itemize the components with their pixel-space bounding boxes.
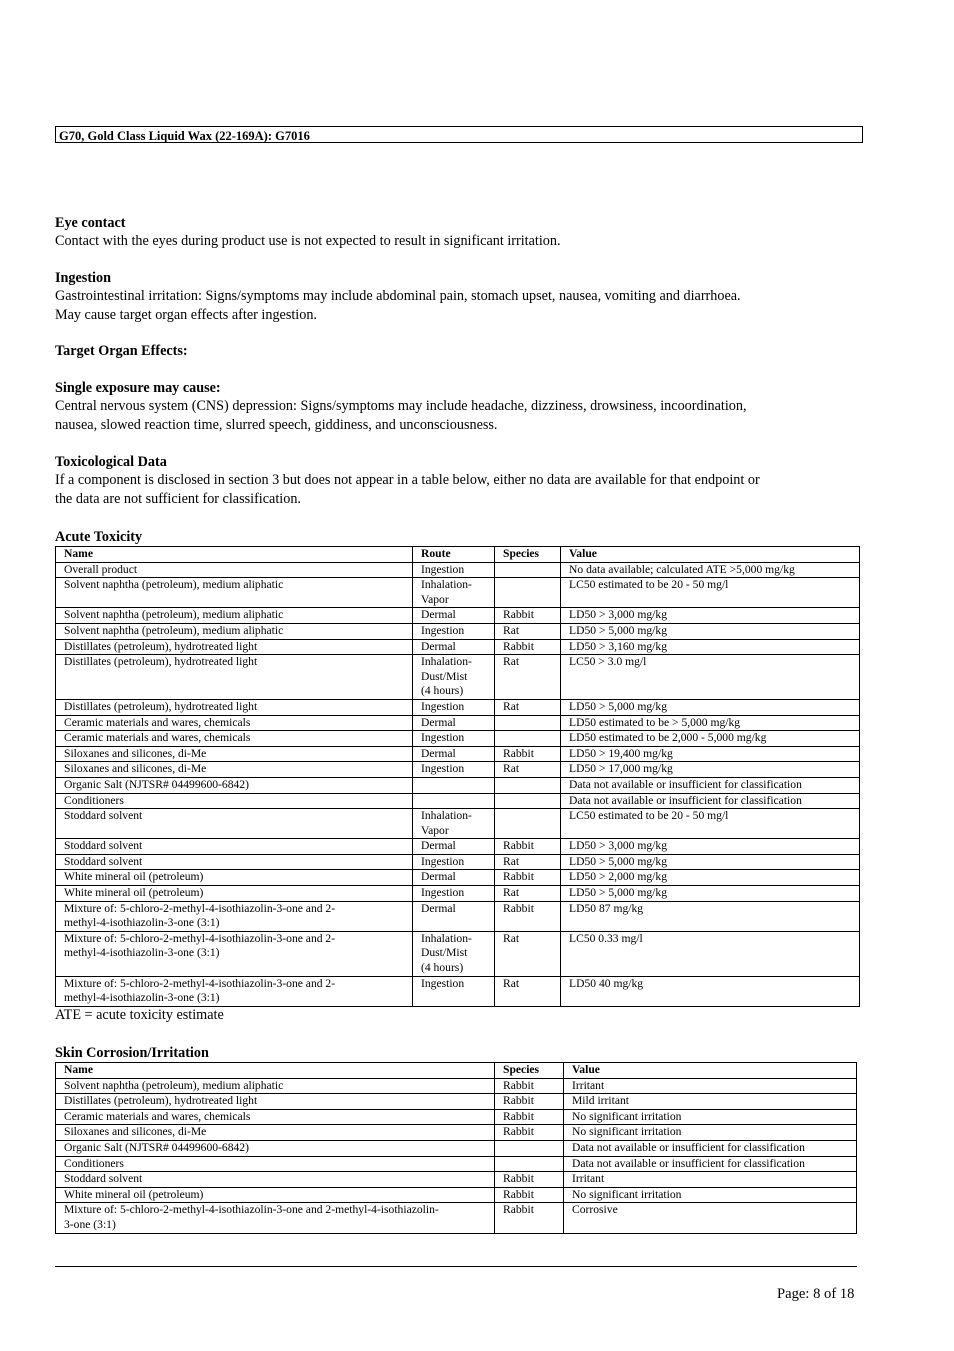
table-cell: Data not available or insufficient for classification	[564, 1156, 857, 1172]
table-cell: Dermal	[413, 839, 495, 855]
table-row	[56, 655, 860, 700]
table-row	[56, 562, 860, 578]
column-header: Name	[56, 1063, 495, 1079]
table-cell: Stoddard solvent	[56, 809, 413, 839]
table-cell: Rabbit	[495, 639, 561, 655]
table-cell: Mixture of: 5-chloro-2-methyl-4-isothiazolin-3-one and 2-methyl-4-isothiazolin- 3-one (3:1)	[56, 1203, 495, 1233]
table-cell: Inhalation- Dust/Mist (4 hours)	[413, 931, 495, 976]
table-row	[56, 639, 860, 655]
table-cell: LD50 > 2,000 mg/kg	[561, 870, 860, 886]
table-row	[56, 1109, 857, 1125]
table-cell: Conditioners	[56, 793, 413, 809]
table-row	[56, 1156, 857, 1172]
table-cell: Mixture of: 5-chloro-2-methyl-4-isothiazolin-3-one and 2- methyl-4-isothiazolin-3-one (3:1)	[56, 901, 413, 931]
column-header: Value	[561, 547, 860, 563]
table-cell: Irritant	[564, 1172, 857, 1188]
table-cell	[495, 731, 561, 747]
table-cell: Dermal	[413, 715, 495, 731]
ingestion-section	[55, 269, 860, 324]
table-cell: Rat	[495, 655, 561, 700]
acute-toxicity-table	[55, 546, 860, 1007]
table-row	[56, 1140, 857, 1156]
table-cell: No data available; calculated ATE >5,000 mg/kg	[561, 562, 860, 578]
table-cell: Rabbit	[495, 870, 561, 886]
ingestion-text-1: Gastrointestinal irritation: Signs/symptoms may include abdominal pain, stomach upset, nausea, vomiting and diarrhoea.	[55, 288, 741, 305]
table-cell: Distillates (petroleum), hydrotreated light	[56, 1094, 495, 1110]
table-cell: Solvent naphtha (petroleum), medium aliphatic	[56, 623, 413, 639]
target-organ-heading: Target Organ Effects:	[55, 343, 188, 359]
table-cell: LD50 40 mg/kg	[561, 976, 860, 1006]
column-header: Route	[413, 547, 495, 563]
table-cell: Overall product	[56, 562, 413, 578]
table-cell: Stoddard solvent	[56, 839, 413, 855]
ate-note: ATE = acute toxicity estimate	[55, 1007, 224, 1023]
table-cell: Distillates (petroleum), hydrotreated light	[56, 639, 413, 655]
column-header: Value	[564, 1063, 857, 1079]
table-cell: Mild irritant	[564, 1094, 857, 1110]
table-cell: Rabbit	[495, 839, 561, 855]
table-cell: Rabbit	[495, 1078, 564, 1094]
table-cell: LD50 estimated to be 2,000 - 5,000 mg/kg	[561, 731, 860, 747]
table-cell: No significant irritation	[564, 1125, 857, 1141]
table-cell: Rat	[495, 854, 561, 870]
table-row	[56, 777, 860, 793]
table-cell: Dermal	[413, 746, 495, 762]
table-header-row	[56, 547, 860, 563]
table-cell: LD50 > 3,000 mg/kg	[561, 608, 860, 624]
skin-corrosion-title: Skin Corrosion/Irritation	[55, 1045, 209, 1061]
table-cell: Organic Salt (NJTSR# 04499600-6842)	[56, 777, 413, 793]
table-header-row	[56, 1063, 857, 1079]
table-cell: LD50 > 3,000 mg/kg	[561, 839, 860, 855]
table-cell: Mixture of: 5-chloro-2-methyl-4-isothiazolin-3-one and 2- methyl-4-isothiazolin-3-one (3:1)	[56, 976, 413, 1006]
table-cell: LD50 > 19,400 mg/kg	[561, 746, 860, 762]
table-row	[56, 870, 860, 886]
skin-corrosion-table	[55, 1062, 857, 1234]
table-cell: Rabbit	[495, 1094, 564, 1110]
table-cell: Data not available or insufficient for classification	[564, 1140, 857, 1156]
table-cell: Ingestion	[413, 562, 495, 578]
single-exposure-text-1: Central nervous system (CNS) depression: Signs/symptoms may include headache, dizziness, drowsiness, incoordination,	[55, 398, 747, 415]
table-cell: LD50 > 5,000 mg/kg	[561, 623, 860, 639]
table-cell: Irritant	[564, 1078, 857, 1094]
table-cell: Dermal	[413, 901, 495, 931]
table-cell: Data not available or insufficient for classification	[561, 777, 860, 793]
table-row	[56, 976, 860, 1006]
table-cell: White mineral oil (petroleum)	[56, 1187, 495, 1203]
eye-contact-section	[55, 214, 860, 251]
page-number: Page: 8 of 18	[777, 1286, 855, 1302]
table-cell: LC50 > 3.0 mg/l	[561, 655, 860, 700]
table-row	[56, 608, 860, 624]
eye-contact-text: Contact with the eyes during product use is not expected to result in significant irritation.	[55, 233, 561, 250]
table-row	[56, 839, 860, 855]
table-cell: Solvent naphtha (petroleum), medium aliphatic	[56, 608, 413, 624]
tox-data-text-2: the data are not sufficient for classification.	[55, 490, 301, 507]
table-cell	[495, 809, 561, 839]
table-cell: LD50 > 5,000 mg/kg	[561, 886, 860, 902]
table-cell: LC50 estimated to be 20 - 50 mg/l	[561, 578, 860, 608]
table-row	[56, 901, 860, 931]
table-row	[56, 809, 860, 839]
table-cell	[495, 793, 561, 809]
column-header: Species	[495, 1063, 564, 1079]
table-row	[56, 746, 860, 762]
table-cell: Ingestion	[413, 854, 495, 870]
table-cell: Ceramic materials and wares, chemicals	[56, 731, 413, 747]
table-cell: Dermal	[413, 608, 495, 624]
table-cell: LD50 > 5,000 mg/kg	[561, 699, 860, 715]
table-cell: Rabbit	[495, 1187, 564, 1203]
table-cell	[413, 777, 495, 793]
table-row	[56, 623, 860, 639]
table-row	[56, 715, 860, 731]
table-cell	[413, 793, 495, 809]
table-cell: LC50 0.33 mg/l	[561, 931, 860, 976]
table-row	[56, 1125, 857, 1141]
table-row	[56, 931, 860, 976]
table-cell: LD50 > 3,160 mg/kg	[561, 639, 860, 655]
table-cell: LD50 > 17,000 mg/kg	[561, 762, 860, 778]
table-cell: Stoddard solvent	[56, 1172, 495, 1188]
table-cell: Siloxanes and silicones, di-Me	[56, 746, 413, 762]
tox-data-section	[55, 453, 860, 508]
table-cell: LD50 estimated to be > 5,000 mg/kg	[561, 715, 860, 731]
table-cell	[495, 715, 561, 731]
table-row	[56, 1094, 857, 1110]
table-cell: Ingestion	[413, 623, 495, 639]
table-cell: Ingestion	[413, 886, 495, 902]
single-exposure-section	[55, 379, 860, 434]
table-row	[56, 699, 860, 715]
ingestion-heading: Ingestion	[55, 270, 111, 286]
table-cell	[495, 1140, 564, 1156]
product-title: G70, Gold Class Liquid Wax (22-169A): G7016	[59, 129, 310, 143]
table-cell: Rabbit	[495, 1172, 564, 1188]
eye-contact-heading: Eye contact	[55, 215, 126, 231]
table-cell: Solvent naphtha (petroleum), medium aliphatic	[56, 578, 413, 608]
table-cell: Ceramic materials and wares, chemicals	[56, 1109, 495, 1125]
table-cell: Rabbit	[495, 1125, 564, 1141]
table-cell: White mineral oil (petroleum)	[56, 886, 413, 902]
table-cell: LD50 87 mg/kg	[561, 901, 860, 931]
table-cell: Siloxanes and silicones, di-Me	[56, 1125, 495, 1141]
table-cell	[495, 562, 561, 578]
table-cell: Rabbit	[495, 746, 561, 762]
footer-divider	[55, 1266, 857, 1267]
table-cell: Conditioners	[56, 1156, 495, 1172]
table-row	[56, 1172, 857, 1188]
table-row	[56, 1187, 857, 1203]
table-cell: Rat	[495, 976, 561, 1006]
table-cell: Rat	[495, 931, 561, 976]
document-header	[55, 126, 863, 143]
table-cell: Ceramic materials and wares, chemicals	[56, 715, 413, 731]
table-cell: Ingestion	[413, 762, 495, 778]
table-cell: Rat	[495, 886, 561, 902]
table-row	[56, 731, 860, 747]
table-cell: White mineral oil (petroleum)	[56, 870, 413, 886]
table-cell: Rabbit	[495, 1203, 564, 1233]
table-cell: No significant irritation	[564, 1109, 857, 1125]
table-row	[56, 578, 860, 608]
table-cell: Rabbit	[495, 901, 561, 931]
table-row	[56, 793, 860, 809]
table-cell: Rabbit	[495, 1109, 564, 1125]
table-cell: Inhalation- Dust/Mist (4 hours)	[413, 655, 495, 700]
table-cell: Ingestion	[413, 731, 495, 747]
table-cell: Dermal	[413, 639, 495, 655]
table-cell: Organic Salt (NJTSR# 04499600-6842)	[56, 1140, 495, 1156]
table-cell: LC50 estimated to be 20 - 50 mg/l	[561, 809, 860, 839]
table-cell: Inhalation- Vapor	[413, 809, 495, 839]
target-organ-section	[55, 342, 860, 360]
table-cell	[495, 1156, 564, 1172]
table-cell: Ingestion	[413, 976, 495, 1006]
table-cell: Stoddard solvent	[56, 854, 413, 870]
table-cell: Ingestion	[413, 699, 495, 715]
tox-data-text-1: If a component is disclosed in section 3 but does not appear in a table below, either no data are available for that endpoint or	[55, 472, 760, 489]
table-cell: Distillates (petroleum), hydrotreated light	[56, 699, 413, 715]
table-cell: Distillates (petroleum), hydrotreated light	[56, 655, 413, 700]
table-cell: Rat	[495, 762, 561, 778]
table-cell: Mixture of: 5-chloro-2-methyl-4-isothiazolin-3-one and 2- methyl-4-isothiazolin-3-one (3:1)	[56, 931, 413, 976]
table-row	[56, 886, 860, 902]
table-cell: Inhalation- Vapor	[413, 578, 495, 608]
table-cell: LD50 > 5,000 mg/kg	[561, 854, 860, 870]
table-cell: Corrosive	[564, 1203, 857, 1233]
single-exposure-heading: Single exposure may cause:	[55, 380, 221, 396]
table-row	[56, 1078, 857, 1094]
table-row	[56, 854, 860, 870]
table-cell: Solvent naphtha (petroleum), medium aliphatic	[56, 1078, 495, 1094]
table-cell: Dermal	[413, 870, 495, 886]
column-header: Species	[495, 547, 561, 563]
table-cell: Siloxanes and silicones, di-Me	[56, 762, 413, 778]
table-cell	[495, 578, 561, 608]
column-header: Name	[56, 547, 413, 563]
table-cell: Rabbit	[495, 608, 561, 624]
table-cell: No significant irritation	[564, 1187, 857, 1203]
single-exposure-text-2: nausea, slowed reaction time, slurred speech, giddiness, and unconsciousness.	[55, 416, 498, 433]
table-row	[56, 1203, 857, 1233]
ingestion-text-2: May cause target organ effects after ingestion.	[55, 306, 317, 323]
tox-data-heading: Toxicological Data	[55, 454, 167, 470]
table-cell	[495, 777, 561, 793]
table-cell: Rat	[495, 623, 561, 639]
acute-toxicity-title: Acute Toxicity	[55, 529, 143, 545]
table-cell: Data not available or insufficient for classification	[561, 793, 860, 809]
table-cell: Rat	[495, 699, 561, 715]
table-row	[56, 762, 860, 778]
